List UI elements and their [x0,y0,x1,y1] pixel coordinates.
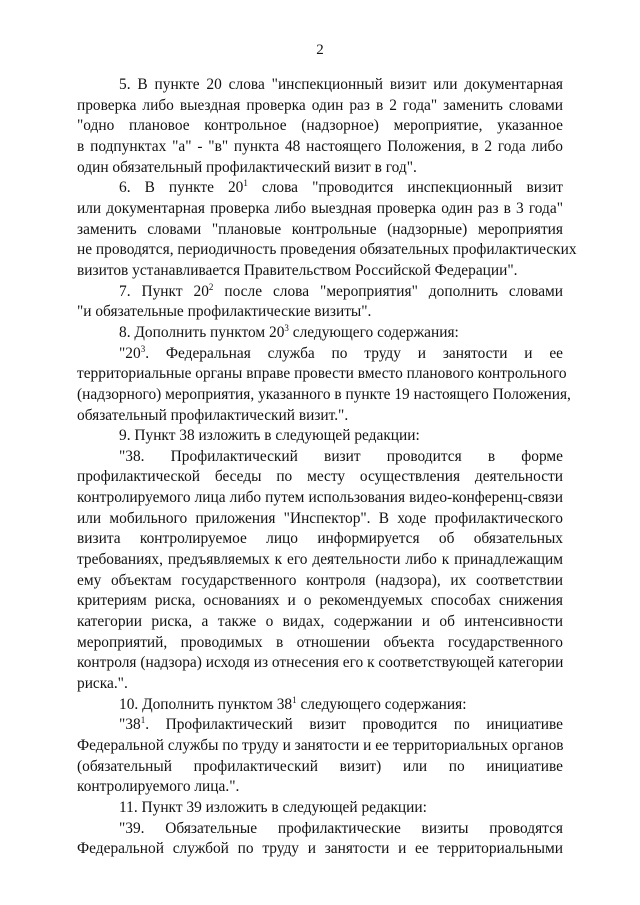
text-line-main: один обязательный профилактический визит в год". [77,158,417,176]
text-line-main: категории риска, а также о видах, содержании и об интенсивности [77,613,563,631]
document-body [77,75,577,860]
superscript-index: 1 [243,178,248,189]
text-line-main: ему объектам государственного контроля (надзора), их соответствии [77,571,563,589]
text-line [77,509,563,530]
text-line [77,736,563,757]
text-line-main: Федеральной службы по труду и занятости и ее территориальных органов [77,737,564,754]
text-line-main: проверка либо выездная проверка один раз в 2 года" заменить словами [77,96,563,114]
superscript-index: 1 [292,694,297,705]
text-line [77,633,563,654]
text-line [77,426,563,447]
text-line-rest: следующего содержания: [296,695,467,713]
text-line [77,406,563,427]
text-line-main: (обязательный профилактический визит) или по инициативе [77,757,563,775]
text-line [77,220,563,241]
superscript-index: 1 [140,715,146,726]
text-line-main: "одно плановое контрольное (надзорное) мероприятие, указанное [77,117,563,135]
text-line-main: риска.". [77,675,128,693]
superscript-index: 3 [284,322,289,333]
text-line-main: мероприятий, проводимых в отношении объекта государственного [77,633,563,651]
text-line [77,839,563,860]
text-line-main: не проводятся, периодичность проведения обязательных профилактических [77,241,577,259]
superscript-index: 2 [208,281,214,292]
text-line-main: Федеральной службой по труду и занятости и ее территориальными [77,840,563,858]
text-line [77,178,563,199]
text-line [77,715,563,736]
text-line [77,447,563,468]
text-line [77,302,563,323]
text-line-main: или мобильного приложения "Инспектор". В ходе профилактического [77,509,563,527]
text-line-main: контроля (надзора) исходя из отнесения его к соответствующей категории [77,654,564,672]
text-line [77,819,563,840]
text-line-main: критериям риска, основаниях и о рекомендуемых способах снижения [77,592,563,610]
text-line-main: 11. Пункт 39 изложить в следующей редакции: [119,798,427,816]
page-number: 2 [316,42,324,58]
text-line [77,344,563,365]
text-line [77,488,563,509]
text-line [77,529,563,550]
text-line [77,695,563,716]
text-line [77,261,563,282]
text-line [77,571,563,592]
text-line [77,653,563,674]
text-line-main: "38 [119,716,141,734]
text-line [77,282,563,303]
text-line [77,116,563,137]
text-line-main: или документарная проверка либо выездная проверка один раз в 3 года" [77,199,563,217]
text-line [77,757,563,778]
text-line-main: 9. Пункт 38 изложить в следующей редакции: [119,427,420,445]
text-line-main: "38. Профилактический визит проводится в форме [119,447,563,465]
text-line [77,240,577,261]
text-line-rest: следующего содержания: [288,323,459,341]
text-line-main: 5. В пункте 20 слова "инспекционный визит или документарная [119,76,563,93]
text-line-main: 8. Дополнить пунктом 20 [119,323,285,341]
text-line-main: визита контролируемое лицо информируется об обязательных [77,530,563,548]
text-line [77,674,563,695]
text-line-rest: . Профилактический визит проводится по инициативе [145,716,563,734]
text-line [77,75,563,96]
text-line-main: профилактической беседы по месту осуществления деятельности [77,468,563,486]
text-line [77,798,563,819]
text-line-rest: после слова "мероприятия" дополнить словами [213,282,563,300]
text-line-main: заменить словами "плановые контрольные (надзорные) мероприятия [77,220,563,238]
text-line-rest: слова "проводится инспекционный визит [247,179,563,197]
text-line [77,612,563,633]
text-line-main: контролируемого лица либо путем использования видео-конференц-связи [77,489,563,507]
text-line [77,550,563,571]
text-line [77,364,567,385]
text-line [77,323,563,344]
text-line [77,137,563,158]
text-line-main: обязательный профилактический визит.". [77,406,349,424]
text-line-main: "20 [119,344,141,362]
text-line [77,158,563,179]
text-line [77,591,563,612]
superscript-index: 3 [140,343,146,354]
text-line-main: "и обязательные профилактические визиты". [77,303,372,321]
text-line [77,96,563,117]
text-line-main: 6. В пункте 20 [119,179,244,197]
text-line-main: в подпунктах "а" - "в" пункта 48 настоящего Положения, в 2 года либо [77,137,563,155]
text-line-main: "39. Обязательные профилактические визиты проводятся [119,819,563,837]
text-line [77,385,571,406]
text-line-main: контролируемого лица.". [77,778,240,796]
text-line-main: визитов устанавливается Правительством Российской Федерации". [77,261,518,279]
text-line-main: территориальные органы вправе провести вместо планового контрольного [77,365,567,383]
text-line-rest: . Федеральная служба по труду и занятости и ее [145,344,563,362]
text-line [77,777,563,798]
text-line-main: 10. Дополнить пунктом 38 [119,695,293,713]
text-line [77,199,563,220]
text-line-main: 7. Пункт 20 [119,282,209,300]
text-line-main: (надзорного) мероприятия, указанного в пункте 19 настоящего Положения, [77,385,571,403]
text-line [77,467,563,488]
text-line-main: требованиях, предъявляемых к его деятельности либо к принадлежащим [77,551,563,569]
